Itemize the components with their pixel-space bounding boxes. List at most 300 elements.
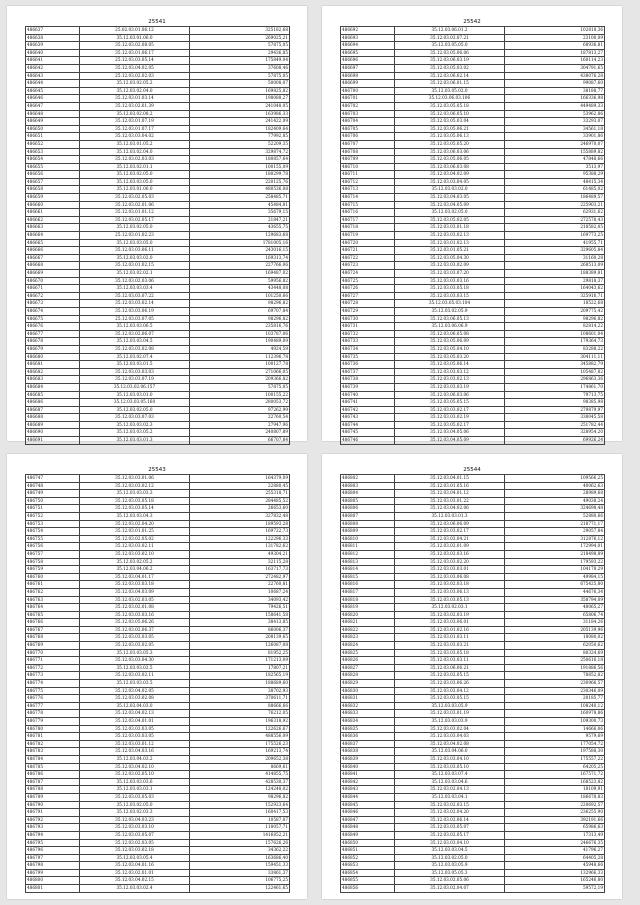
row-id: 486844 <box>341 793 395 801</box>
table-row <box>341 475 605 483</box>
table-row <box>26 634 290 642</box>
row-id: 486690 <box>26 429 80 437</box>
row-amount: 188689,60 <box>190 680 290 688</box>
row-id: 486676 <box>26 323 80 331</box>
table-row <box>26 399 290 407</box>
table-row <box>341 763 605 771</box>
page-number: 25544 <box>463 467 481 473</box>
table-row <box>341 95 605 103</box>
row-reference: 35.12.03.04.01.16 <box>80 862 190 870</box>
table-row <box>341 285 605 293</box>
row-amount: 186489,57 <box>505 194 605 202</box>
table-row <box>26 72 290 80</box>
row-reference: 35.12.03.05.06.09 <box>395 338 505 346</box>
table-row <box>26 140 290 148</box>
row-reference: 35.12.03.06.03.06 <box>395 148 505 156</box>
row-amount: 44676,34 <box>505 588 605 596</box>
row-amount: 97262,99 <box>190 406 290 414</box>
row-id: 486689 <box>26 421 80 429</box>
row-reference: 35.12.03.03.06.26 <box>395 680 505 688</box>
row-amount: 241422,09 <box>190 118 290 126</box>
table-row <box>341 72 605 80</box>
row-amount: 169722,73 <box>190 528 290 536</box>
document-page-1 <box>7 6 307 441</box>
row-amount: 328954,20 <box>505 429 605 437</box>
row-reference: 35.12.03.03.03.3 <box>80 490 190 498</box>
table-row <box>341 786 605 794</box>
row-id: 486792 <box>26 816 80 824</box>
row-id: 486807 <box>341 512 395 520</box>
row-id: 486843 <box>341 786 395 794</box>
row-id: 486830 <box>341 687 395 695</box>
table-row <box>341 64 605 72</box>
row-id: 486854 <box>341 869 395 877</box>
row-id: 486693 <box>341 34 395 42</box>
row-id: 486675 <box>26 315 80 323</box>
row-id: 486644 <box>26 80 80 88</box>
row-amount: 160417,53 <box>190 809 290 817</box>
row-id: 486795 <box>26 839 80 847</box>
row-amount: 169313,74 <box>190 254 290 262</box>
row-amount: 100127,78 <box>190 361 290 369</box>
row-reference: 35.12.03.03.02.10 <box>80 550 190 558</box>
row-reference: 35.12.03.03.03.03 <box>80 368 190 376</box>
table-row <box>341 110 605 118</box>
row-amount: 22760,81 <box>190 581 290 589</box>
table-row <box>341 315 605 323</box>
row-id: 486813 <box>341 558 395 566</box>
row-amount: 45948,66 <box>505 862 605 870</box>
table-row <box>341 232 605 240</box>
row-amount: 33293,07 <box>505 118 605 126</box>
table-row <box>341 778 605 786</box>
row-id: 486788 <box>26 786 80 794</box>
row-id: 486721 <box>341 247 395 255</box>
table-row <box>341 368 605 376</box>
row-id: 486640 <box>26 49 80 57</box>
row-reference: 35.12.03.03.02.20 <box>395 558 505 566</box>
row-amount: 43655,75 <box>190 224 290 232</box>
row-amount: 208139,65 <box>190 634 290 642</box>
row-amount: 171213,09 <box>190 657 290 665</box>
table-row <box>341 687 605 695</box>
row-amount: 227766,06 <box>190 262 290 270</box>
row-reference: 35.12.03.03.05.4 <box>80 854 190 862</box>
row-amount: 488556,09 <box>190 733 290 741</box>
row-amount: 218582,05 <box>505 224 605 232</box>
table-row <box>341 550 605 558</box>
row-amount: 329874,72 <box>190 148 290 156</box>
table-row <box>26 710 290 718</box>
row-reference: 35.12.03.02.05.0 <box>395 209 505 217</box>
row-reference: 35.12.03.02.05.10 <box>80 771 190 779</box>
row-amount: 182565,19 <box>190 672 290 680</box>
row-amount: 34561,18 <box>505 125 605 133</box>
row-id: 486738 <box>341 376 395 384</box>
row-amount: 179593,22 <box>505 558 605 566</box>
table-row <box>341 626 605 634</box>
row-id: 486648 <box>26 110 80 118</box>
row-reference: 35.12.03.04.03.23 <box>80 816 190 824</box>
row-reference: 35.12.03.01.05.2 <box>80 140 190 148</box>
table-row <box>26 353 290 361</box>
row-id: 486762 <box>26 588 80 596</box>
row-reference: 35.12.03.04.02.08 <box>395 740 505 748</box>
table-row <box>26 64 290 72</box>
row-reference: 35.12.03.03.05.07 <box>80 831 190 839</box>
row-id: 486839 <box>341 755 395 763</box>
table-row <box>341 118 605 126</box>
table-row <box>26 429 290 437</box>
table-row <box>341 133 605 141</box>
row-amount: 34093,42 <box>190 596 290 604</box>
row-id: 486736 <box>341 361 395 369</box>
table-row <box>341 695 605 703</box>
page-number: 25543 <box>148 467 166 473</box>
row-amount: 69926,24 <box>505 437 605 445</box>
table-row <box>26 125 290 133</box>
table-row <box>341 414 605 422</box>
row-id: 486712 <box>341 178 395 186</box>
row-id: 486812 <box>341 550 395 558</box>
row-reference: 35.12.03.02.03.1 <box>395 604 505 612</box>
table-row <box>341 611 605 619</box>
row-amount: 8669,61 <box>190 763 290 771</box>
table-row <box>26 383 290 391</box>
row-reference: 35.12.03.05.05.18 <box>395 102 505 110</box>
row-id: 486828 <box>341 672 395 680</box>
row-id: 486825 <box>341 649 395 657</box>
row-amount: 236255,90 <box>505 809 605 817</box>
row-id: 486714 <box>341 194 395 202</box>
row-amount: 157626,26 <box>190 839 290 847</box>
row-amount: 175526,23 <box>190 740 290 748</box>
row-id: 486831 <box>341 695 395 703</box>
table-row <box>26 657 290 665</box>
row-amount: 209652,38 <box>190 755 290 763</box>
row-id: 486816 <box>341 581 395 589</box>
row-reference: 35.12.03.03.01.18 <box>395 224 505 232</box>
table-row <box>341 277 605 285</box>
row-reference: 35.12.03.01.05.16 <box>395 482 505 490</box>
row-reference: 35.12.03.04.02.09 <box>395 171 505 179</box>
row-reference: 35.12.03.03.06.11 <box>80 247 190 255</box>
row-id: 486680 <box>26 353 80 361</box>
row-id: 486710 <box>341 163 395 171</box>
table-row <box>26 315 290 323</box>
row-reference: 35.12.03.01.07.17 <box>80 125 190 133</box>
row-amount: 95388,29 <box>505 171 605 179</box>
table-row <box>26 763 290 771</box>
row-reference: 35.12.03.03.06.13 <box>395 588 505 596</box>
row-id: 486810 <box>341 535 395 543</box>
row-amount: 250616,18 <box>505 657 605 665</box>
row-id: 486682 <box>26 368 80 376</box>
table-row <box>341 216 605 224</box>
table-row <box>26 581 290 589</box>
row-amount: 98296,82 <box>190 793 290 801</box>
row-amount: 31184,26 <box>505 619 605 627</box>
row-amount: 29436,85 <box>190 49 290 57</box>
row-id: 486757 <box>26 550 80 558</box>
row-id: 486707 <box>341 140 395 148</box>
row-amount: 41796,27 <box>505 847 605 855</box>
row-amount: 105487,82 <box>505 368 605 376</box>
table-row <box>341 566 605 574</box>
row-reference: 35.12.03.05.03.04 <box>395 118 505 126</box>
row-reference: 35.12.03.01.06.0 <box>80 34 190 42</box>
table-row <box>341 239 605 247</box>
row-amount: 165246,80 <box>505 877 605 885</box>
row-id: 486823 <box>341 634 395 642</box>
table-row <box>26 718 290 726</box>
row-amount: 235816,76 <box>190 323 290 331</box>
table-row <box>341 345 605 353</box>
row-reference: 35.12.03.03.02.08 <box>80 695 190 703</box>
table-row <box>341 824 605 832</box>
row-amount: 1416852,21 <box>190 831 290 839</box>
table-row <box>26 307 290 315</box>
row-amount: 175849,04 <box>190 57 290 65</box>
table-row <box>341 573 605 581</box>
row-reference: 35.12.03.02.03.03 <box>80 156 190 164</box>
row-id: 486727 <box>341 292 395 300</box>
table-row <box>341 740 605 748</box>
table-row <box>341 854 605 862</box>
row-id: 486856 <box>341 885 395 893</box>
row-reference: 25.12.03.01.02.23 <box>80 232 190 240</box>
row-id: 486658 <box>26 186 80 194</box>
row-amount: 109300,73 <box>505 718 605 726</box>
table-row <box>341 755 605 763</box>
table-row <box>341 847 605 855</box>
table-row <box>26 869 290 877</box>
row-amount: 164379,09 <box>190 475 290 483</box>
row-reference: 35.12.03.03.03.5 <box>80 680 190 688</box>
row-id: 486697 <box>341 64 395 72</box>
table-row <box>341 270 605 278</box>
row-id: 486734 <box>341 345 395 353</box>
row-amount: 98296,82 <box>505 315 605 323</box>
table-row <box>26 687 290 695</box>
row-amount: 182409,64 <box>190 125 290 133</box>
row-reference: 35.12.03.02.01.39 <box>80 102 190 110</box>
table-row <box>26 725 290 733</box>
table-row <box>341 421 605 429</box>
row-amount: 218771,17 <box>505 520 605 528</box>
row-amount: 26653,60 <box>190 505 290 513</box>
row-reference: 35.12.03.05.04.30 <box>395 254 505 262</box>
table-row <box>26 528 290 536</box>
row-reference: 35.12.03.03.02.17 <box>395 528 505 536</box>
row-amount: 164043,62 <box>505 285 605 293</box>
row-reference: 35.12.03.02.05.02 <box>80 535 190 543</box>
table-row <box>26 566 290 574</box>
row-id: 486711 <box>341 171 395 179</box>
row-id: 486760 <box>26 573 80 581</box>
row-id: 486718 <box>341 224 395 232</box>
row-reference: 35.12.03.04.03.05 <box>395 194 505 202</box>
row-id: 486713 <box>341 186 395 194</box>
row-amount: 33861,37 <box>190 869 290 877</box>
row-amount: 47848,66 <box>505 156 605 164</box>
row-id: 486808 <box>341 520 395 528</box>
row-reference: 35.12.03.03.04.5 <box>395 847 505 855</box>
row-reference: 35.12.03.05.03.20 <box>395 353 505 361</box>
table-row <box>341 323 605 331</box>
row-reference: 35.12.03.03.06.01 <box>395 619 505 627</box>
row-amount: 177054,72 <box>505 740 605 748</box>
row-id: 486681 <box>26 361 80 369</box>
table-row <box>341 383 605 391</box>
row-id: 486780 <box>26 725 80 733</box>
row-amount: 31160,28 <box>505 254 605 262</box>
table-row <box>341 156 605 164</box>
row-reference: 25.12.03.03.05.14 <box>80 57 190 65</box>
row-reference: 35.12.03.04.01.15 <box>395 475 505 483</box>
row-id: 486739 <box>341 383 395 391</box>
row-amount: 240807,89 <box>190 429 290 437</box>
row-id: 486787 <box>26 778 80 786</box>
row-id: 486798 <box>26 862 80 870</box>
row-id: 486641 <box>26 57 80 65</box>
row-reference: 35.12.03.03.02.13 <box>395 232 505 240</box>
row-amount: 187813,27 <box>505 49 605 57</box>
row-id: 486672 <box>26 292 80 300</box>
table-row <box>341 642 605 650</box>
row-amount: 163686,40 <box>190 854 290 862</box>
table-row <box>26 809 290 817</box>
table-row <box>26 338 290 346</box>
row-reference: 35.12.03.02.03.3 <box>80 809 190 817</box>
row-amount: 198088,27 <box>190 95 290 103</box>
document-page-3 <box>7 454 307 899</box>
row-reference: 35.12.03.04.05.09 <box>395 437 505 445</box>
row-amount: 4924,59 <box>190 345 290 353</box>
table-row <box>341 718 605 726</box>
table-row <box>341 307 605 315</box>
row-amount: 480536,08 <box>190 186 290 194</box>
row-id: 486764 <box>26 604 80 612</box>
table-row <box>26 270 290 278</box>
row-reference: 35.12.03.02.03.05 <box>80 596 190 604</box>
row-reference: 35.12.03.03.03.12 <box>395 368 505 376</box>
table-row <box>26 816 290 824</box>
row-amount: 100155,22 <box>190 391 290 399</box>
row-reference: 35.12.03.02.04.0 <box>80 148 190 156</box>
table-row <box>26 475 290 483</box>
row-amount: 152923,64 <box>190 801 290 809</box>
row-amount: 428530,37 <box>190 778 290 786</box>
row-reference: 35.12.03.02.03.18 <box>395 581 505 589</box>
row-amount: 196318,92 <box>190 718 290 726</box>
row-reference: 35.12.03.05.04.10 <box>395 345 505 353</box>
row-reference: 35.12.03.02.05.0 <box>395 854 505 862</box>
row-id: 486715 <box>341 201 395 209</box>
row-reference: 35.12.03.02.07.4 <box>80 353 190 361</box>
row-reference: 35.12.03.03.04.03 <box>395 733 505 741</box>
table-row <box>26 611 290 619</box>
table-row <box>341 171 605 179</box>
row-amount: 160114,23 <box>505 57 605 65</box>
row-reference: 35.12.03.03.03.05 <box>80 634 190 642</box>
row-reference: 35.12.03.03.04.10 <box>395 755 505 763</box>
row-id: 486726 <box>341 285 395 293</box>
row-id: 486642 <box>26 64 80 72</box>
table-row <box>341 771 605 779</box>
row-amount: 108601,04 <box>505 330 605 338</box>
table-row <box>341 102 605 110</box>
row-id: 486765 <box>26 611 80 619</box>
row-reference: 35.12.03.03.04.10 <box>395 839 505 847</box>
row-reference: 35.12.03.03.03.16 <box>395 277 505 285</box>
row-reference: 35.12.03.02.04.21 <box>395 535 505 543</box>
row-reference: 35.12.03.03.03.1 <box>80 786 190 794</box>
row-amount: 41955,71 <box>505 239 605 247</box>
row-amount: 80324,69 <box>505 649 605 657</box>
row-amount: 9579,69 <box>505 733 605 741</box>
table-row <box>26 596 290 604</box>
row-amount: 33901,86 <box>505 133 605 141</box>
table-row <box>341 482 605 490</box>
row-reference: 35.12.03.03.02.5 <box>80 664 190 672</box>
table-row <box>26 194 290 202</box>
row-amount: 131782,62 <box>190 543 290 551</box>
row-amount: 57875,05 <box>190 383 290 391</box>
row-amount: 327832,48 <box>190 512 290 520</box>
row-reference: 35.12.03.05.06.05 <box>395 156 505 164</box>
row-amount: 45484,81 <box>190 201 290 209</box>
table-row <box>26 664 290 672</box>
row-reference: 35.12.03.05.05.3 <box>395 869 505 877</box>
row-amount: 174861,70 <box>505 383 605 391</box>
row-id: 486775 <box>26 687 80 695</box>
table-row <box>26 110 290 118</box>
row-amount: 126087,08 <box>190 642 290 650</box>
row-reference: 35.12.03.03.04.5 <box>80 338 190 346</box>
row-id: 486750 <box>26 497 80 505</box>
row-amount: 258485,71 <box>190 194 290 202</box>
row-reference: 35.12.03.01.03.11 <box>395 634 505 642</box>
table-row <box>26 520 290 528</box>
row-amount: 62931,62 <box>505 209 605 217</box>
row-id: 486685 <box>26 391 80 399</box>
row-reference: 35.12.03.03.04.6 <box>395 778 505 786</box>
table-row <box>341 596 605 604</box>
row-reference: 35.12.03.02.05.06 <box>395 877 505 885</box>
row-id: 486728 <box>341 300 395 308</box>
row-id: 486752 <box>26 512 80 520</box>
table-row <box>341 178 605 186</box>
row-id: 486771 <box>26 657 80 665</box>
row-amount: 296863,36 <box>505 376 605 384</box>
row-reference: 35.12.03.06.06.9 <box>395 323 505 331</box>
row-amount: 220125,76 <box>190 178 290 186</box>
row-reference: 35.12.03.03.05.3 <box>80 649 190 657</box>
row-amount: 38188,77 <box>505 87 605 95</box>
row-id: 486758 <box>26 558 80 566</box>
row-amount: 35679,15 <box>190 209 290 217</box>
row-id: 486819 <box>341 604 395 612</box>
row-reference: 35.12.03.03.02.05 <box>80 642 190 650</box>
table-row <box>341 292 605 300</box>
row-id: 486791 <box>26 809 80 817</box>
row-amount: 52880,66 <box>505 512 605 520</box>
table-row <box>26 254 290 262</box>
row-amount: 324698,48 <box>505 505 605 513</box>
table-row <box>26 437 290 445</box>
row-amount: 251782,44 <box>505 421 605 429</box>
